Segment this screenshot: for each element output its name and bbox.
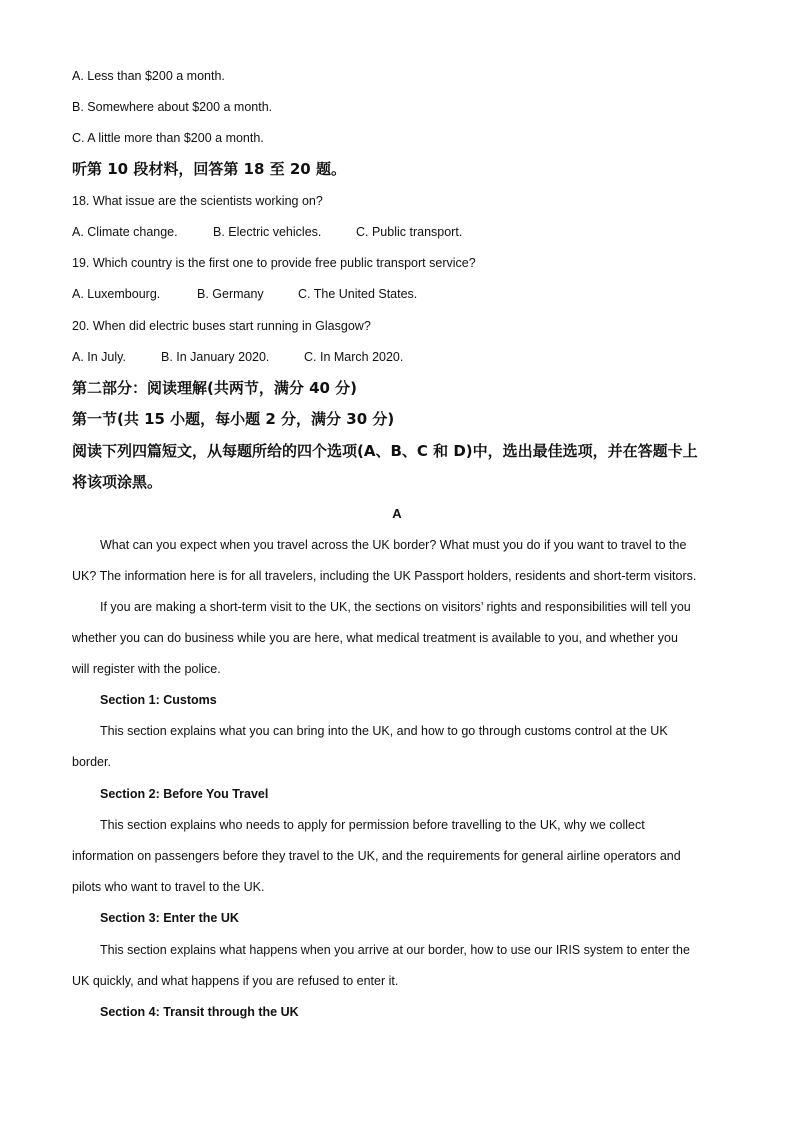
section1-line1: This section explains what you can bring into the UK, and how to go through customs control at the UK bbox=[100, 724, 668, 738]
reading-instruction-line1: 阅读下列四篇短文，从每题所给的四个选项(A、B、C 和 D)中，选出最佳选项，并在答题卡上 bbox=[72, 442, 698, 460]
q20-option-a: A. In July. bbox=[72, 350, 126, 364]
listening-instruction: 听第 10 段材料，回答第 18 至 20 题。 bbox=[72, 160, 346, 178]
section1-title: Section 1: Customs bbox=[100, 693, 217, 707]
part2-heading: 第二部分：阅读理解(共两节，满分 40 分) bbox=[72, 379, 358, 397]
section3-line2: UK quickly, and what happens if you are refused to enter it. bbox=[72, 974, 399, 988]
section2-line3: pilots who want to travel to the UK. bbox=[72, 880, 265, 894]
reading-instruction-line2: 将该项涂黑。 bbox=[72, 473, 163, 491]
passage-p2-line3: will register with the police. bbox=[72, 662, 221, 676]
q17-option-b: B. Somewhere about $200 a month. bbox=[72, 100, 273, 114]
q18-option-c: C. Public transport. bbox=[356, 225, 463, 239]
q19-option-a: A. Luxembourg. bbox=[72, 287, 161, 301]
section1-line2: border. bbox=[72, 755, 111, 769]
section2-line1: This section explains who needs to apply for permission before travelling to the UK, why we collect bbox=[100, 818, 645, 832]
section3-line1: This section explains what happens when you arrive at our border, how to use our IRIS system to enter the bbox=[100, 943, 690, 957]
passage-label: A bbox=[392, 506, 402, 521]
q18-option-a: A. Climate change. bbox=[72, 225, 178, 239]
section1-heading: 第一节(共 15 小题，每小题 2 分，满分 30 分) bbox=[72, 410, 395, 428]
q17-option-c: C. A little more than $200 a month. bbox=[72, 131, 264, 145]
q18-option-b: B. Electric vehicles. bbox=[213, 225, 322, 239]
passage-p1-line2: UK? The information here is for all travelers, including the UK Passport holders, residents and short-term visitors. bbox=[72, 569, 697, 583]
passage-p2-line1: If you are making a short-term visit to the UK, the sections on visitors’ rights and responsibilities will tell you bbox=[100, 600, 691, 614]
q19-option-c: C. The United States. bbox=[298, 287, 418, 301]
q17-option-a: A. Less than $200 a month. bbox=[72, 69, 225, 83]
passage-p2-line2: whether you can do business while you are here, what medical treatment is available to you, and whether you bbox=[72, 631, 678, 645]
q18-question: 18. What issue are the scientists working on? bbox=[72, 194, 323, 208]
q19-question: 19. Which country is the first one to provide free public transport service? bbox=[72, 256, 476, 270]
section2-title: Section 2: Before You Travel bbox=[100, 787, 269, 801]
q20-option-c: C. In March 2020. bbox=[304, 350, 404, 364]
passage-p1-line1: What can you expect when you travel across the UK border? What must you do if you want to travel to the bbox=[100, 538, 687, 552]
section3-title: Section 3: Enter the UK bbox=[100, 911, 239, 925]
q20-option-b: B. In January 2020. bbox=[161, 350, 270, 364]
section4-title: Section 4: Transit through the UK bbox=[100, 1005, 299, 1019]
q20-question: 20. When did electric buses start running in Glasgow? bbox=[72, 319, 371, 333]
section2-line2: information on passengers before they travel to the UK, and the requirements for general airline operators and bbox=[72, 849, 681, 863]
q19-option-b: B. Germany bbox=[197, 287, 264, 301]
